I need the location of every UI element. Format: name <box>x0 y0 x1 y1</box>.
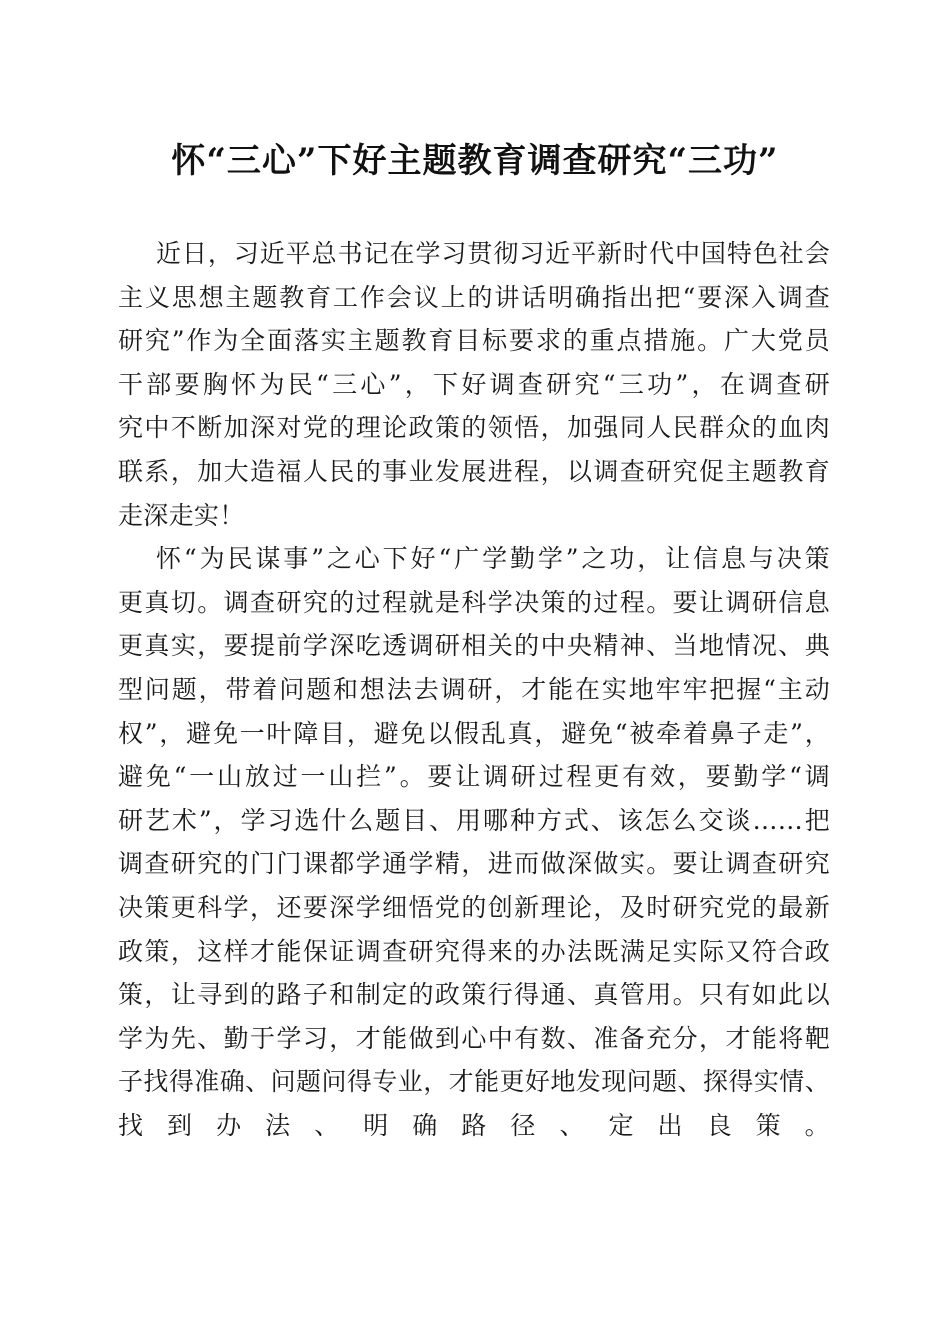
document-body <box>118 232 830 1191</box>
paragraph-line: 型问题，带着问题和想法去调研，才能在实地牢牢把握“主动 <box>118 674 830 704</box>
document-title: 怀“三心”下好主题教育调查研究“三功” <box>171 141 779 181</box>
paragraph-line: 找到办法、明确路径、定出良策。 <box>118 1110 830 1140</box>
paragraph-line: 策，让寻到的路子和制定的政策行得通、真管用。只有如此以 <box>118 980 830 1010</box>
paragraph-line: 研究”作为全面落实主题教育目标要求的重点措施。广大党员 <box>118 326 830 356</box>
paragraph-line: 政策，这样才能保证调查研究得来的办法既满足实际又符合政 <box>118 936 830 966</box>
paragraph-line: 更真实，要提前学深吃透调研相关的中央精神、当地情况、典 <box>118 631 830 661</box>
paragraph-2 <box>118 537 830 1191</box>
paragraph-line: 怀“为民谋事”之心下好“广学勤学”之功，让信息与决策 <box>156 544 830 574</box>
paragraph-line: 更真切。调查研究的过程就是科学决策的过程。要让调研信息 <box>118 587 830 617</box>
paragraph-line: 近日，习近平总书记在学习贯彻习近平新时代中国特色社会 <box>156 239 830 268</box>
paragraph-line: 权”，避免一叶障目，避免以假乱真，避免“被牵着鼻子走”， <box>118 718 830 748</box>
paragraph-line: 联系，加大造福人民的事业发展进程，以调查研究促主题教育 <box>118 456 830 486</box>
paragraph-line: 走深走实！ <box>118 500 245 530</box>
paragraph-line: 主义思想主题教育工作会议上的讲话明确指出把“要深入调查 <box>118 282 830 312</box>
paragraph-line: 决策更科学，还要深学细悟党的创新理论，及时研究党的最新 <box>118 892 830 922</box>
paragraph-line: 子找得准确、问题问得专业，才能更好地发现问题、探得实情、 <box>118 1067 830 1097</box>
paragraph-line <box>118 1147 830 1191</box>
paragraph-1 <box>118 232 830 537</box>
paragraph-line: 避免“一山放过一山拦”。要让调研过程更有效，要勤学“调 <box>118 762 830 792</box>
paragraph-line: 学为先、勤于学习，才能做到心中有数、准备充分，才能将靶 <box>118 1023 830 1053</box>
paragraph-line: 研艺术”，学习选什么题目、用哪种方式、该怎么交谈……把 <box>118 805 830 835</box>
paragraph-line: 究中不断加深对党的理论政策的领悟，加强同人民群众的血肉 <box>118 413 830 443</box>
paragraph-line: 干部要胸怀为民“三心”，下好调查研究“三功”，在调查研 <box>118 369 830 399</box>
paragraph-line: 调查研究的门门课都学通学精，进而做深做实。要让调查研究 <box>118 849 830 879</box>
